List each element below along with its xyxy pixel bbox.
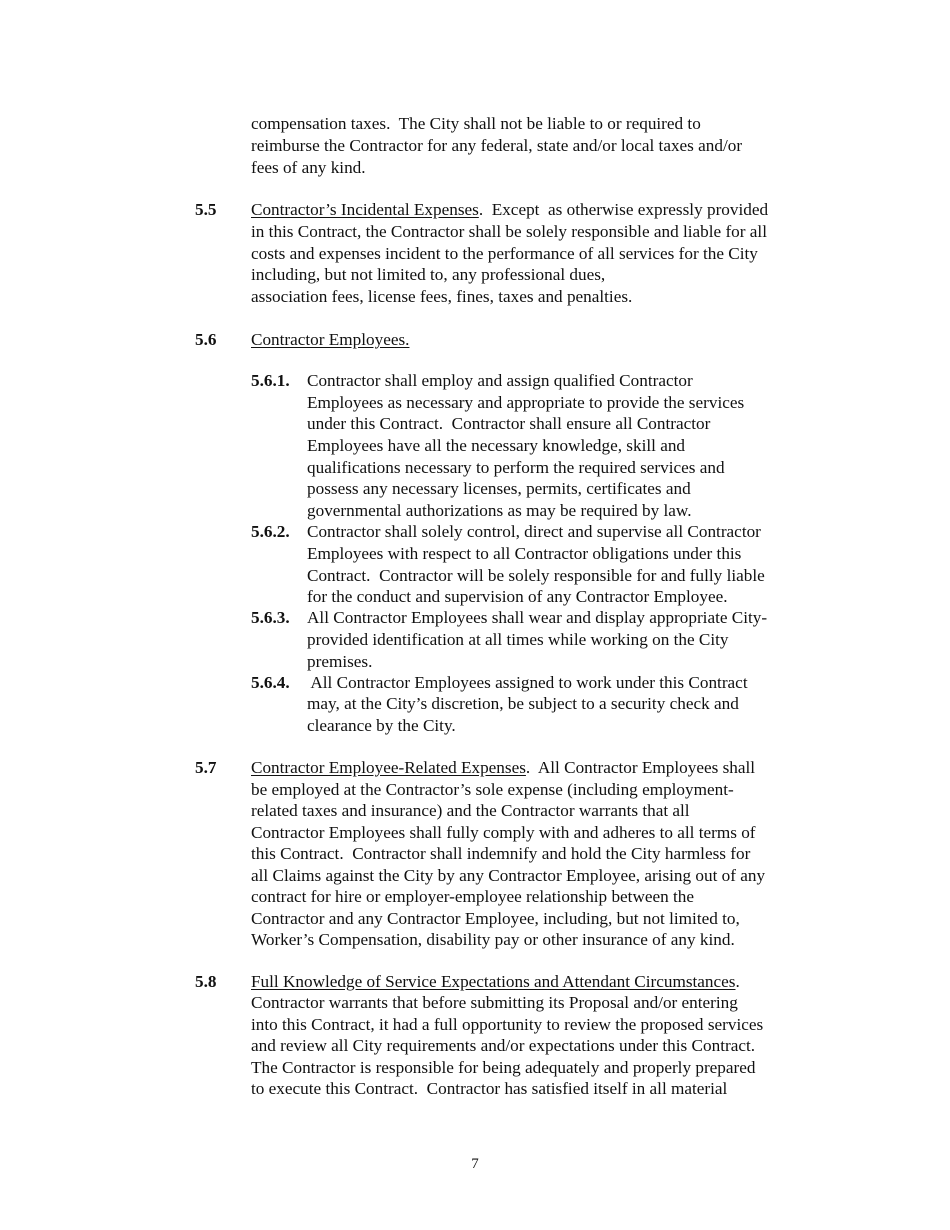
subsection-5-6-2-number: 5.6.2. [251, 522, 290, 541]
section-5-5-line: costs and expenses incident to the performance of all services for the City [251, 244, 758, 263]
subsection-5-6-1-line: qualifications necessary to perform the required services and [307, 458, 725, 477]
section-5-5-line: in this Contract, the Contractor shall be solely responsible and liable for all [251, 222, 767, 241]
section-5-5-first-rest: . Except as otherwise expressly provided [478, 200, 769, 219]
section-5-8-line: Contractor warrants that before submitting its Proposal and/or entering [251, 993, 738, 1012]
section-5-5-number: 5.5 [195, 200, 217, 219]
subsection-5-6-3-line: provided identification at all times while working on the City [307, 630, 729, 649]
section-5-7-line: Contractor Employees shall fully comply with and adheres to all terms of [251, 823, 756, 842]
section-5-7-heading: Contractor Employee-Related Expenses [251, 758, 526, 777]
section-5-5-first-line [251, 199, 768, 221]
subsection-5-6-3-number: 5.6.3. [251, 608, 290, 627]
section-5-8-first-rest: . [735, 972, 740, 991]
subsection-5-6-1-line: Employees as necessary and appropriate to provide the services [307, 393, 745, 412]
subsection-5-6-1-line: Contractor shall employ and assign qualified Contractor [307, 371, 693, 390]
subsection-5-6-4-line: clearance by the City. [307, 716, 456, 735]
page-number: 7 [471, 1156, 479, 1172]
intro-line-2: reimburse the Contractor for any federal, state and/or local taxes and/or [251, 136, 743, 155]
subsection-5-6-2-line: for the conduct and supervision of any Contractor Employee. [307, 587, 728, 606]
section-5-7-number: 5.7 [195, 758, 217, 777]
section-5-7-line: all Claims against the City by any Contractor Employee, arising out of any [251, 866, 766, 885]
section-5-7-line: this Contract. Contractor shall indemnify and hold the City harmless for [251, 844, 751, 863]
subsection-5-6-4-line: All Contractor Employees assigned to work under this Contract [307, 673, 748, 692]
section-5-6-heading: Contractor Employees. [251, 330, 410, 349]
subsection-5-6-3-line: All Contractor Employees shall wear and display appropriate City- [307, 608, 768, 627]
section-5-5-line: association fees, license fees, fines, taxes and penalties. [251, 287, 633, 306]
subsection-5-6-1-line: possess any necessary licenses, permits, certificates and [307, 479, 691, 498]
subsection-5-6-1-line: governmental authorizations as may be required by law. [307, 501, 692, 520]
intro-line-3: fees of any kind. [251, 158, 366, 177]
subsection-5-6-1-line: under this Contract. Contractor shall ensure all Contractor [307, 414, 711, 433]
section-5-5-heading: Contractor’s Incidental Expenses [251, 200, 479, 219]
section-5-8-heading: Full Knowledge of Service Expectations and Attendant Circumstances [251, 972, 736, 991]
subsection-5-6-4-number: 5.6.4. [251, 673, 290, 692]
section-5-7-line: be employed at the Contractor’s sole expense (including employment- [251, 780, 734, 799]
section-5-5-line: including, but not limited to, any professional dues, [251, 265, 606, 284]
section-5-8-line: to execute this Contract. Contractor has satisfied itself in all material [251, 1079, 728, 1098]
section-5-7-first-rest: . All Contractor Employees shall [525, 758, 756, 777]
section-5-8-line: into this Contract, it had a full opportunity to review the proposed services [251, 1015, 764, 1034]
subsection-5-6-2-line: Employees with respect to all Contractor obligations under this [307, 544, 742, 563]
subsection-5-6-4-line: may, at the City’s discretion, be subject to a security check and [307, 694, 739, 713]
subsection-5-6-1-line: Employees have all the necessary knowledge, skill and [307, 436, 686, 455]
section-5-8-line: and review all City requirements and/or expectations under this Contract. [251, 1036, 756, 1055]
section-5-8-line: The Contractor is responsible for being adequately and properly prepared [251, 1058, 756, 1077]
section-5-6-number: 5.6 [195, 330, 217, 349]
section-5-7-line: Worker’s Compensation, disability pay or other insurance of any kind. [251, 930, 735, 949]
subsection-5-6-1-number: 5.6.1. [251, 371, 290, 390]
section-5-8-first-line [251, 971, 740, 993]
subsection-5-6-2-line: Contractor shall solely control, direct and supervise all Contractor [307, 522, 761, 541]
section-5-8-number: 5.8 [195, 972, 217, 991]
section-5-7-line: related taxes and insurance) and the Contractor warrants that all [251, 801, 690, 820]
section-5-7-line: Contractor and any Contractor Employee, including, but not limited to, [251, 909, 740, 928]
subsection-5-6-3-line: premises. [307, 652, 373, 671]
section-5-7-line: contract for hire or employer-employee relationship between the [251, 887, 695, 906]
subsection-5-6-2-line: Contract. Contractor will be solely responsible for and fully liable [307, 566, 765, 585]
section-5-7-first-line [251, 757, 755, 779]
intro-line-1: compensation taxes. The City shall not be liable to or required to [251, 114, 701, 133]
